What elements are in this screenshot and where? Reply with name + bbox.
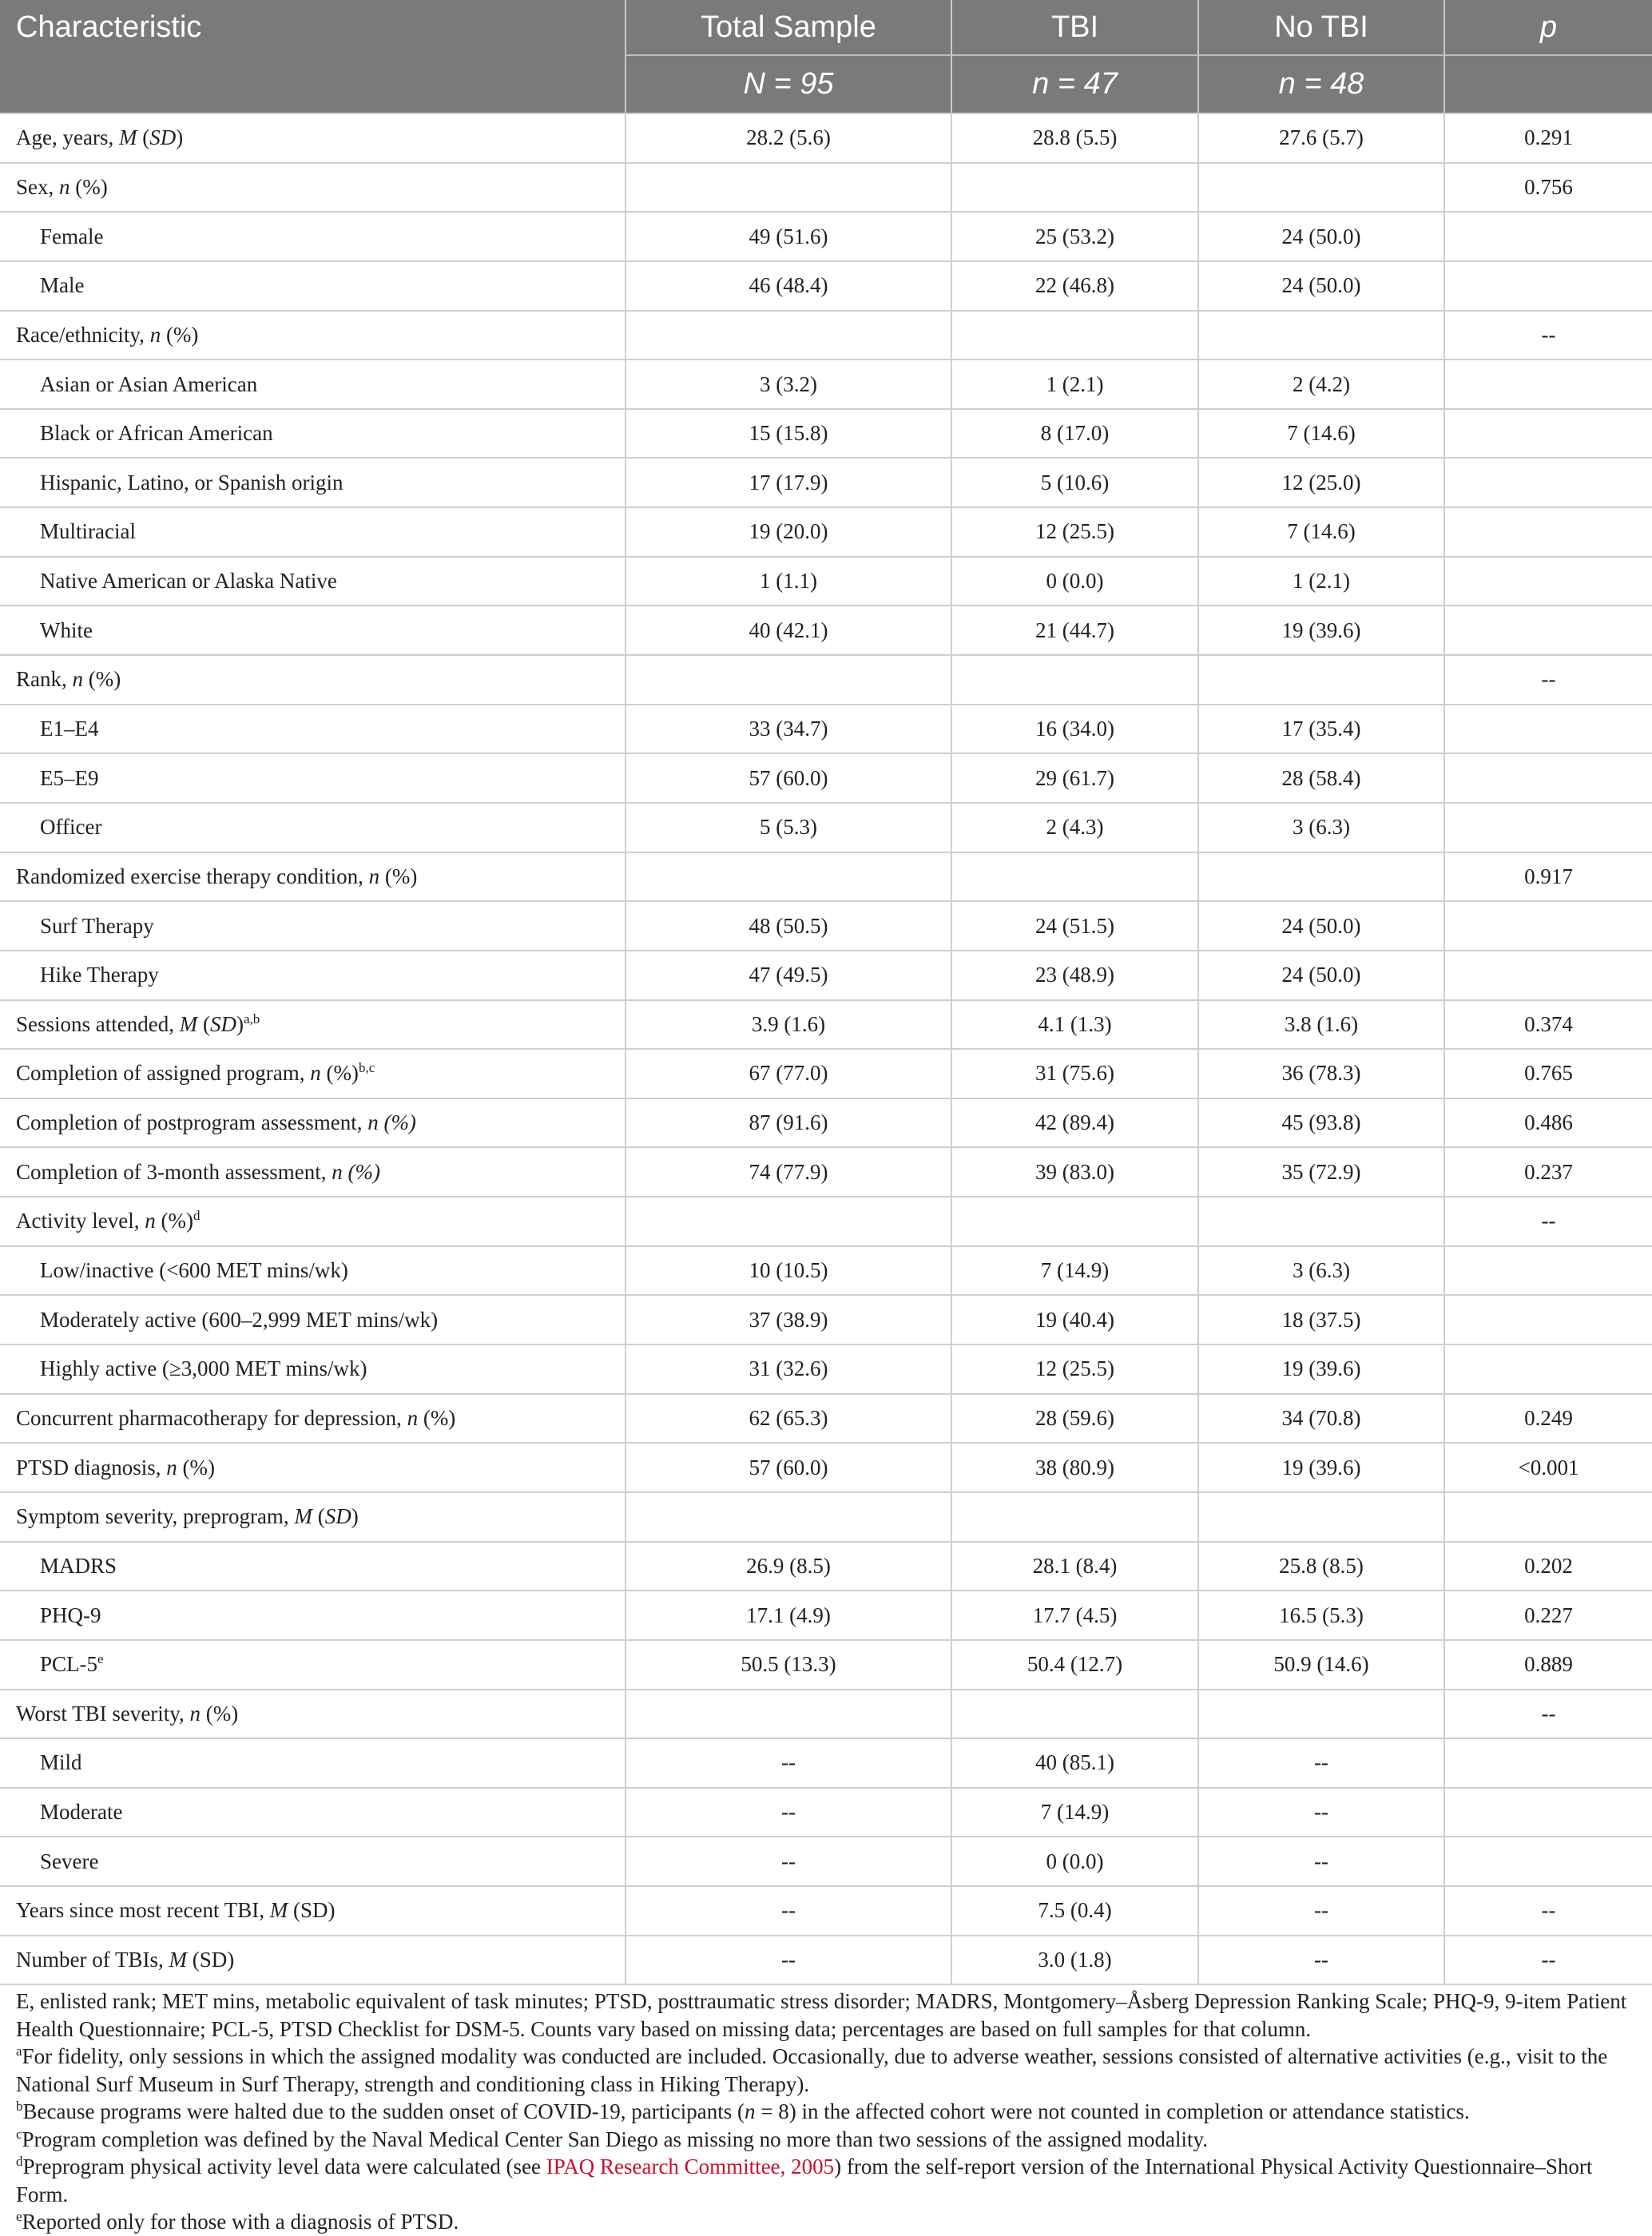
table-body bbox=[0, 113, 1652, 1984]
cell-p: 0.237 bbox=[1444, 1147, 1652, 1197]
cell-p: 0.249 bbox=[1444, 1394, 1652, 1444]
cell-no-tbi: 19 (39.6) bbox=[1198, 1344, 1444, 1394]
row-label: Number of TBIs, M (SD) bbox=[0, 1936, 625, 1985]
table-row bbox=[0, 1542, 1652, 1591]
cell-total: 1 (1.1) bbox=[625, 557, 951, 606]
cell-tbi bbox=[951, 1197, 1198, 1246]
cell-p: <0.001 bbox=[1444, 1443, 1652, 1492]
cell-no-tbi: 2 (4.2) bbox=[1198, 359, 1444, 409]
cell-total: 17.1 (4.9) bbox=[625, 1591, 951, 1640]
footnote-abbreviations: E, enlisted rank; MET mins, metabolic equivalent of task minutes; PTSD, posttraumatic stress disorder; MADRS, Montgomery–Åsberg Depression Ranking Scale; PHQ-9, 9-item Patient Health Questionnaire; PCL-5, PTSD Checklist for DSM-5. Counts vary based on missing data; percentages are based on full samples for that column. bbox=[16, 1989, 1627, 2041]
cell-p bbox=[1444, 1837, 1652, 1886]
cell-p bbox=[1444, 753, 1652, 803]
table-row bbox=[0, 557, 1652, 606]
cell-total: 28.2 (5.6) bbox=[625, 113, 951, 163]
row-label: Highly active (≥3,000 MET mins/wk) bbox=[0, 1344, 625, 1394]
cell-p: 0.486 bbox=[1444, 1098, 1652, 1148]
cell-tbi: 7.5 (0.4) bbox=[951, 1886, 1198, 1936]
cell-p bbox=[1444, 507, 1652, 557]
cell-total bbox=[625, 1492, 951, 1542]
table-row bbox=[0, 901, 1652, 951]
cell-no-tbi: 19 (39.6) bbox=[1198, 1443, 1444, 1492]
row-label: PTSD diagnosis, n (%) bbox=[0, 1443, 625, 1492]
cell-no-tbi: 36 (78.3) bbox=[1198, 1049, 1444, 1098]
cell-no-tbi: 35 (72.9) bbox=[1198, 1147, 1444, 1197]
cell-p: 0.374 bbox=[1444, 1000, 1652, 1050]
row-label: Race/ethnicity, n (%) bbox=[0, 311, 625, 360]
table-row bbox=[0, 606, 1652, 655]
cell-total: 57 (60.0) bbox=[625, 753, 951, 803]
table-row bbox=[0, 1147, 1652, 1197]
cell-no-tbi: 16.5 (5.3) bbox=[1198, 1591, 1444, 1640]
table-row bbox=[0, 1936, 1652, 1985]
cell-p: -- bbox=[1444, 1936, 1652, 1985]
cell-tbi: 23 (48.9) bbox=[951, 951, 1198, 1000]
table-row bbox=[0, 163, 1652, 212]
cell-p bbox=[1444, 359, 1652, 409]
table-row bbox=[0, 1738, 1652, 1788]
table-row bbox=[0, 1690, 1652, 1739]
cell-no-tbi: -- bbox=[1198, 1936, 1444, 1985]
table-row bbox=[0, 655, 1652, 705]
cell-no-tbi: 24 (50.0) bbox=[1198, 261, 1444, 311]
cell-tbi: 7 (14.9) bbox=[951, 1788, 1198, 1837]
cell-tbi: 25 (53.2) bbox=[951, 212, 1198, 261]
cell-tbi: 31 (75.6) bbox=[951, 1049, 1198, 1098]
cell-p bbox=[1444, 1295, 1652, 1344]
cell-no-tbi: 45 (93.8) bbox=[1198, 1098, 1444, 1148]
cell-no-tbi: 3.8 (1.6) bbox=[1198, 1000, 1444, 1050]
cell-tbi: 5 (10.6) bbox=[951, 458, 1198, 507]
cell-tbi bbox=[951, 1690, 1198, 1739]
table-row bbox=[0, 507, 1652, 557]
cell-p bbox=[1444, 1738, 1652, 1788]
cell-no-tbi: 27.6 (5.7) bbox=[1198, 113, 1444, 163]
table-row bbox=[0, 261, 1652, 311]
table-row bbox=[0, 1640, 1652, 1690]
header-total-sample: Total Sample bbox=[625, 0, 951, 55]
cell-no-tbi: 24 (50.0) bbox=[1198, 212, 1444, 261]
cell-total: 87 (91.6) bbox=[625, 1098, 951, 1148]
cell-p: 0.202 bbox=[1444, 1542, 1652, 1591]
cell-total: -- bbox=[625, 1837, 951, 1886]
cell-p bbox=[1444, 212, 1652, 261]
cell-total: 46 (48.4) bbox=[625, 261, 951, 311]
cell-p: -- bbox=[1444, 311, 1652, 360]
cell-tbi: 21 (44.7) bbox=[951, 606, 1198, 655]
cell-total: 5 (5.3) bbox=[625, 803, 951, 852]
row-label: Sex, n (%) bbox=[0, 163, 625, 212]
cell-no-tbi: 25.8 (8.5) bbox=[1198, 1542, 1444, 1591]
header-p: p bbox=[1444, 0, 1652, 55]
cell-tbi: 7 (14.9) bbox=[951, 1246, 1198, 1296]
cell-total: -- bbox=[625, 1936, 951, 1985]
cell-no-tbi: 7 (14.6) bbox=[1198, 409, 1444, 459]
table-row bbox=[0, 409, 1652, 459]
cell-no-tbi bbox=[1198, 1197, 1444, 1246]
cell-p: 0.889 bbox=[1444, 1640, 1652, 1690]
cell-tbi: 0 (0.0) bbox=[951, 1837, 1198, 1886]
cell-p bbox=[1444, 803, 1652, 852]
cell-no-tbi: -- bbox=[1198, 1886, 1444, 1936]
cell-tbi: 28.1 (8.4) bbox=[951, 1542, 1198, 1591]
cell-no-tbi: -- bbox=[1198, 1788, 1444, 1837]
cell-total: 50.5 (13.3) bbox=[625, 1640, 951, 1690]
cell-p: -- bbox=[1444, 1197, 1652, 1246]
header-blank bbox=[0, 55, 625, 113]
row-label: Moderate bbox=[0, 1788, 625, 1837]
table-row bbox=[0, 1837, 1652, 1886]
table-row bbox=[0, 1295, 1652, 1344]
table-row bbox=[0, 212, 1652, 261]
cell-p bbox=[1444, 951, 1652, 1000]
table-row bbox=[0, 1788, 1652, 1837]
cell-total bbox=[625, 311, 951, 360]
row-label: Asian or Asian American bbox=[0, 359, 625, 409]
row-label: PCL-5e bbox=[0, 1640, 625, 1690]
cell-total: 3 (3.2) bbox=[625, 359, 951, 409]
row-label: Officer bbox=[0, 803, 625, 852]
row-label: Years since most recent TBI, M (SD) bbox=[0, 1886, 625, 1936]
table-row bbox=[0, 852, 1652, 902]
cell-total: 67 (77.0) bbox=[625, 1049, 951, 1098]
cell-tbi: 12 (25.5) bbox=[951, 507, 1198, 557]
cell-p: 0.291 bbox=[1444, 113, 1652, 163]
table-row bbox=[0, 359, 1652, 409]
cell-total: 10 (10.5) bbox=[625, 1246, 951, 1296]
cell-p bbox=[1444, 606, 1652, 655]
table-row bbox=[0, 1049, 1652, 1098]
row-label: Hispanic, Latino, or Spanish origin bbox=[0, 458, 625, 507]
table-row bbox=[0, 753, 1652, 803]
cell-total bbox=[625, 1690, 951, 1739]
row-label: Completion of 3-month assessment, n (%) bbox=[0, 1147, 625, 1197]
table-row bbox=[0, 951, 1652, 1000]
table-row bbox=[0, 1197, 1652, 1246]
cell-no-tbi bbox=[1198, 311, 1444, 360]
cell-total: -- bbox=[625, 1886, 951, 1936]
cell-total: 49 (51.6) bbox=[625, 212, 951, 261]
cell-tbi: 40 (85.1) bbox=[951, 1738, 1198, 1788]
cell-total: 40 (42.1) bbox=[625, 606, 951, 655]
cell-tbi bbox=[951, 163, 1198, 212]
cell-no-tbi: 24 (50.0) bbox=[1198, 951, 1444, 1000]
table-row bbox=[0, 1886, 1652, 1936]
header-characteristic: Characteristic bbox=[0, 0, 625, 55]
cell-p bbox=[1444, 1344, 1652, 1394]
cell-no-tbi: 3 (6.3) bbox=[1198, 803, 1444, 852]
row-label: Female bbox=[0, 212, 625, 261]
header-no-tbi-n: n = 48 bbox=[1198, 55, 1444, 113]
row-label: MADRS bbox=[0, 1542, 625, 1591]
cell-total: 19 (20.0) bbox=[625, 507, 951, 557]
row-label: Low/inactive (<600 MET mins/wk) bbox=[0, 1246, 625, 1296]
cell-tbi bbox=[951, 655, 1198, 705]
cell-no-tbi: 50.9 (14.6) bbox=[1198, 1640, 1444, 1690]
cell-no-tbi bbox=[1198, 852, 1444, 902]
cell-p: 0.227 bbox=[1444, 1591, 1652, 1640]
cell-total: 57 (60.0) bbox=[625, 1443, 951, 1492]
cell-tbi: 4.1 (1.3) bbox=[951, 1000, 1198, 1050]
cell-tbi: 12 (25.5) bbox=[951, 1344, 1198, 1394]
cell-no-tbi bbox=[1198, 163, 1444, 212]
cell-total: 48 (50.5) bbox=[625, 901, 951, 951]
cell-total bbox=[625, 1197, 951, 1246]
header-tbi-n: n = 47 bbox=[951, 55, 1198, 113]
table-row bbox=[0, 311, 1652, 360]
cell-no-tbi: 24 (50.0) bbox=[1198, 901, 1444, 951]
cell-p: 0.917 bbox=[1444, 852, 1652, 902]
cell-tbi bbox=[951, 852, 1198, 902]
row-label: Severe bbox=[0, 1837, 625, 1886]
cell-tbi: 17.7 (4.5) bbox=[951, 1591, 1198, 1640]
cell-tbi: 28 (59.6) bbox=[951, 1394, 1198, 1444]
cell-p bbox=[1444, 557, 1652, 606]
table-row bbox=[0, 1492, 1652, 1542]
cell-tbi: 42 (89.4) bbox=[951, 1098, 1198, 1148]
row-label: Black or African American bbox=[0, 409, 625, 459]
footnote-c: $^c$Program completion was defined by the Naval Medical Center San Diego as missing no more than two sessions of the assigned modality. bbox=[16, 2126, 1209, 2151]
cell-p: 0.756 bbox=[1444, 163, 1652, 212]
cell-tbi: 16 (34.0) bbox=[951, 705, 1198, 754]
cell-total: -- bbox=[625, 1738, 951, 1788]
header-no-tbi: No TBI bbox=[1198, 0, 1444, 55]
cell-total bbox=[625, 852, 951, 902]
row-label: Age, years, M (SD) bbox=[0, 113, 625, 163]
header-p-blank bbox=[1444, 55, 1652, 113]
cell-total: 74 (77.9) bbox=[625, 1147, 951, 1197]
row-label: PHQ-9 bbox=[0, 1591, 625, 1640]
cell-tbi bbox=[951, 1492, 1198, 1542]
row-label: Symptom severity, preprogram, M (SD) bbox=[0, 1492, 625, 1542]
cell-no-tbi: -- bbox=[1198, 1738, 1444, 1788]
cell-total: 33 (34.7) bbox=[625, 705, 951, 754]
footnote-d: $^d$Preprogram physical activity level data were calculated (see IPAQ Research Committee, 2005) from the self-report version of the International Physical Activity Questionnaire–Short Form. bbox=[16, 2154, 1593, 2206]
table-row bbox=[0, 1394, 1652, 1444]
row-label: Mild bbox=[0, 1738, 625, 1788]
table-row bbox=[0, 705, 1652, 754]
cell-no-tbi: 1 (2.1) bbox=[1198, 557, 1444, 606]
row-label: Native American or Alaska Native bbox=[0, 557, 625, 606]
table-row bbox=[0, 113, 1652, 163]
cell-no-tbi: 7 (14.6) bbox=[1198, 507, 1444, 557]
row-label: Worst TBI severity, n (%) bbox=[0, 1690, 625, 1739]
cell-no-tbi bbox=[1198, 1492, 1444, 1542]
footnote-b: $^b$Because programs were halted due to the sudden onset of COVID-19, participants (n = 8) in the affected cohort were not counted in completion or attendance statistics. bbox=[16, 2099, 1470, 2123]
cell-total: 62 (65.3) bbox=[625, 1394, 951, 1444]
cell-total: 47 (49.5) bbox=[625, 951, 951, 1000]
row-label: Completion of postprogram assessment, n (%) bbox=[0, 1098, 625, 1148]
cell-no-tbi: 12 (25.0) bbox=[1198, 458, 1444, 507]
cell-total bbox=[625, 655, 951, 705]
cell-p: -- bbox=[1444, 1886, 1652, 1936]
row-label: Randomized exercise therapy condition, n (%) bbox=[0, 852, 625, 902]
cell-p: 0.765 bbox=[1444, 1049, 1652, 1098]
cell-no-tbi: 19 (39.6) bbox=[1198, 606, 1444, 655]
row-label: Multiracial bbox=[0, 507, 625, 557]
cell-p bbox=[1444, 705, 1652, 754]
cell-tbi: 38 (80.9) bbox=[951, 1443, 1198, 1492]
cell-p bbox=[1444, 1788, 1652, 1837]
cell-p bbox=[1444, 901, 1652, 951]
table-row bbox=[0, 1246, 1652, 1296]
cell-p bbox=[1444, 1246, 1652, 1296]
cell-p bbox=[1444, 458, 1652, 507]
cell-no-tbi: -- bbox=[1198, 1837, 1444, 1886]
row-label: E5–E9 bbox=[0, 753, 625, 803]
cell-no-tbi: 34 (70.8) bbox=[1198, 1394, 1444, 1444]
row-label: Completion of assigned program, n (%)$^{b,c}$ bbox=[0, 1049, 625, 1098]
table-row bbox=[0, 1443, 1652, 1492]
table-row bbox=[0, 458, 1652, 507]
cell-total: 37 (38.9) bbox=[625, 1295, 951, 1344]
cell-p: -- bbox=[1444, 1690, 1652, 1739]
cell-no-tbi: 17 (35.4) bbox=[1198, 705, 1444, 754]
ipaq-reference-link[interactable]: IPAQ Research Committee, 2005 bbox=[546, 2155, 835, 2178]
cell-tbi: 0 (0.0) bbox=[951, 557, 1198, 606]
cell-tbi: 39 (83.0) bbox=[951, 1147, 1198, 1197]
cell-tbi: 8 (17.0) bbox=[951, 409, 1198, 459]
table-row bbox=[0, 803, 1652, 852]
cell-no-tbi bbox=[1198, 655, 1444, 705]
table-row bbox=[0, 1098, 1652, 1148]
cell-tbi: 50.4 (12.7) bbox=[951, 1640, 1198, 1690]
row-label: Concurrent pharmacotherapy for depression, n (%) bbox=[0, 1394, 625, 1444]
row-label: Hike Therapy bbox=[0, 951, 625, 1000]
cell-tbi: 1 (2.1) bbox=[951, 359, 1198, 409]
cell-tbi: 29 (61.7) bbox=[951, 753, 1198, 803]
cell-total: 15 (15.8) bbox=[625, 409, 951, 459]
row-label: Rank, n (%) bbox=[0, 655, 625, 705]
table-row bbox=[0, 1344, 1652, 1394]
cell-total: 3.9 (1.6) bbox=[625, 1000, 951, 1050]
footnote-a: $^a$For fidelity, only sessions in which the assigned modality was conducted are included. Occasionally, due to adverse weather, sessions consisted of alternative activities (e.g., visit to the National Surf Museum in Surf Therapy, strength and conditioning class in Hiking Therapy). bbox=[16, 2043, 1608, 2096]
table-footnotes bbox=[16, 1988, 1636, 2236]
row-label: Sessions attended, M (SD)$^{a,b}$ bbox=[0, 1000, 625, 1050]
header-tbi: TBI bbox=[951, 0, 1198, 55]
cell-tbi: 28.8 (5.5) bbox=[951, 113, 1198, 163]
cell-tbi: 19 (40.4) bbox=[951, 1295, 1198, 1344]
cell-tbi: 3.0 (1.8) bbox=[951, 1936, 1198, 1985]
cell-p bbox=[1444, 409, 1652, 459]
table-row bbox=[0, 1591, 1652, 1640]
row-label: Male bbox=[0, 261, 625, 311]
cell-tbi: 22 (46.8) bbox=[951, 261, 1198, 311]
cell-total: 17 (17.9) bbox=[625, 458, 951, 507]
cell-p bbox=[1444, 1492, 1652, 1542]
cell-total: -- bbox=[625, 1788, 951, 1837]
cell-p bbox=[1444, 261, 1652, 311]
header-total-n: N = 95 bbox=[625, 55, 951, 113]
row-label: E1–E4 bbox=[0, 705, 625, 754]
row-label: Activity level, n (%)$^d$ bbox=[0, 1197, 625, 1246]
cell-tbi bbox=[951, 311, 1198, 360]
table-row bbox=[0, 1000, 1652, 1050]
cell-total: 26.9 (8.5) bbox=[625, 1542, 951, 1591]
cell-no-tbi: 28 (58.4) bbox=[1198, 753, 1444, 803]
cell-no-tbi: 3 (6.3) bbox=[1198, 1246, 1444, 1296]
row-label: Surf Therapy bbox=[0, 901, 625, 951]
row-label: White bbox=[0, 606, 625, 655]
cell-no-tbi bbox=[1198, 1690, 1444, 1739]
row-label: Moderately active (600–2,999 MET mins/wk) bbox=[0, 1295, 625, 1344]
cell-no-tbi: 18 (37.5) bbox=[1198, 1295, 1444, 1344]
cell-tbi: 24 (51.5) bbox=[951, 901, 1198, 951]
footnote-e: $^e$Reported only for those with a diagnosis of PTSD. bbox=[16, 2209, 459, 2234]
cell-p: -- bbox=[1444, 655, 1652, 705]
cell-tbi: 2 (4.3) bbox=[951, 803, 1198, 852]
cell-total: 31 (32.6) bbox=[625, 1344, 951, 1394]
cell-total bbox=[625, 163, 951, 212]
